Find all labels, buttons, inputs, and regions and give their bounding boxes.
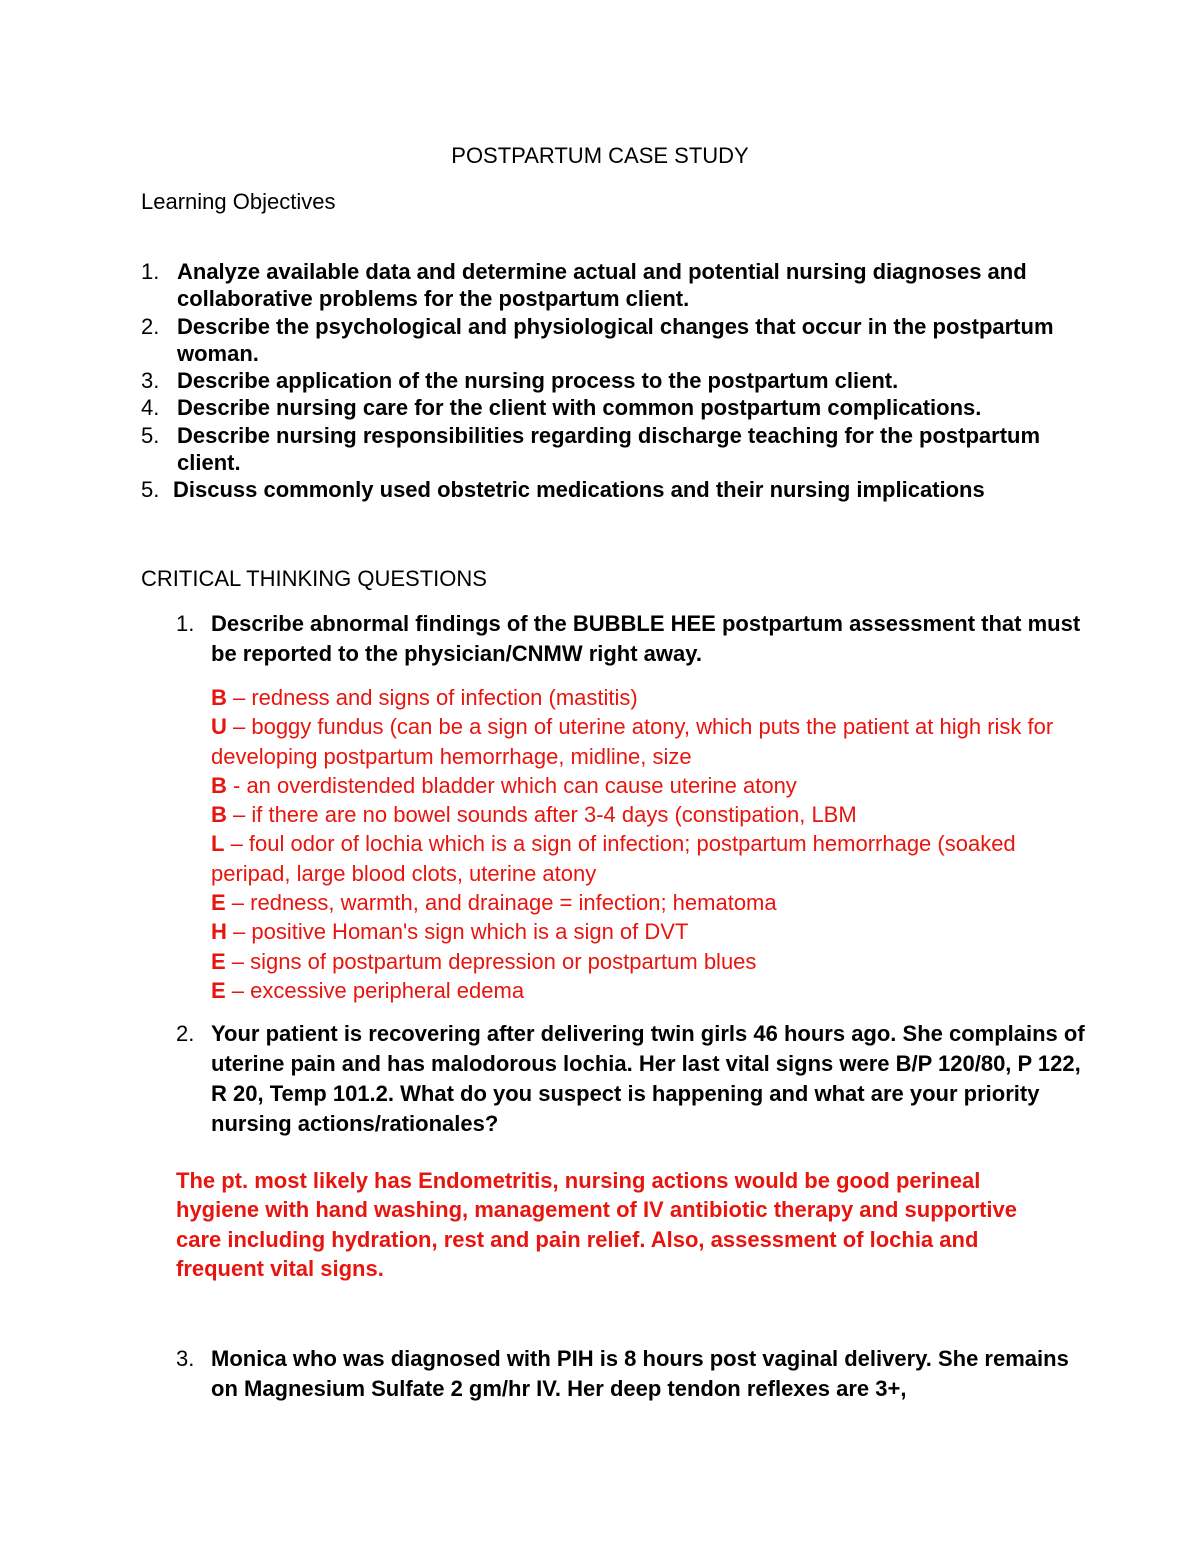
objective-text: Describe the psychological and physiological changes that occur in the postpartum woman. xyxy=(177,313,1054,366)
objective-number: 1. xyxy=(141,259,160,284)
question-1 xyxy=(176,609,1091,669)
answer-letter: U xyxy=(211,714,227,740)
objective-text: Discuss commonly used obstetric medications and their nursing implications xyxy=(173,477,985,503)
answer-letter: B xyxy=(211,772,227,798)
objective-number: 3. xyxy=(141,368,160,394)
answer-text: – redness and signs of infection (mastitis) xyxy=(226,685,638,710)
objectives-heading: Learning Objectives xyxy=(141,189,336,214)
question-number: 2. xyxy=(176,1021,195,1046)
objective-text: Describe application of the nursing process to the postpartum client. xyxy=(177,368,899,394)
critical-thinking-heading: CRITICAL THINKING QUESTIONS xyxy=(141,566,487,591)
question-text: Monica who was diagnosed with PIH is 8 hours post vaginal delivery. She remains on Magnesium Sulfate 2 gm/hr IV. Her deep tendon reflexes are 3+, xyxy=(211,1346,1069,1401)
answer-line xyxy=(211,947,1071,976)
answer-line xyxy=(211,976,1071,1005)
answer-line xyxy=(211,829,1071,888)
question-3 xyxy=(176,1344,1091,1404)
answer-line xyxy=(211,771,1071,800)
answer-text: – redness, warmth, and drainage = infection; hematoma xyxy=(225,890,777,916)
objective-number: 5. xyxy=(141,477,160,503)
objective-item xyxy=(141,476,1081,503)
answer-letter: B xyxy=(211,685,227,710)
objectives-list xyxy=(141,258,1081,504)
answer-text: – foul odor of lochia which is a sign of infection; postpartum hemorrhage (soaked peripad, large blood clots, uterine atony xyxy=(211,831,1016,886)
answer-text: – excessive peripheral edema xyxy=(225,977,525,1003)
question-number: 1. xyxy=(176,611,195,636)
question-2 xyxy=(176,1019,1091,1139)
objective-text: Analyze available data and determine actual and potential nursing diagnoses and collaborative problems for the postpartum client. xyxy=(177,259,1027,312)
answer-text: – boggy fundus (can be a sign of uterine atony, which puts the patient at high risk for developing postpartum hemorrhage, midline, size xyxy=(211,714,1054,769)
answer-letter: B xyxy=(211,802,227,828)
answer-letter: H xyxy=(211,919,227,945)
answer-line xyxy=(211,917,1071,946)
objective-text: Describe nursing responsibilities regarding discharge teaching for the postpartum client. xyxy=(177,422,1041,476)
objective-item xyxy=(141,258,1081,313)
answer-line xyxy=(211,800,1071,829)
answer-text: – if there are no bowel sounds after 3-4 days (constipation, LBM xyxy=(226,802,857,828)
answer-text: - an overdistended bladder which can cause uterine atony xyxy=(226,772,797,798)
answer-letter: E xyxy=(211,977,226,1003)
objective-item xyxy=(141,313,1081,368)
bubble-hee-answers xyxy=(211,683,1071,1005)
question-text: Your patient is recovering after delivering twin girls 46 hours ago. She complains of uterine pain and has malodorous lochia. Her last vital signs were B/P 120/80, P 122, R 20, Temp 101.2. What do you suspect is happening and what are your priority nursing actions/rationales? xyxy=(211,1021,1085,1136)
answer-letter: E xyxy=(211,948,226,974)
document-title: POSTPARTUM CASE STUDY xyxy=(451,143,749,168)
answer-line xyxy=(211,888,1071,917)
objective-text: Describe nursing care for the client with common postpartum complications. xyxy=(177,395,982,421)
question-2-answer: The pt. most likely has Endometritis, nursing actions would be good perineal hygiene with hand washing, management of IV antibiotic therapy and supportive care including hydration, rest and pain relief. Also, assessment of lochia and frequent vital signs. xyxy=(176,1168,1017,1281)
answer-line xyxy=(211,683,1071,712)
answer-text: – positive Homan's sign which is a sign of DVT xyxy=(226,919,689,945)
objective-item xyxy=(141,394,1081,421)
question-text: Describe abnormal findings of the BUBBLE HEE postpartum assessment that must be reported to the physician/CNMW right away. xyxy=(211,611,1081,666)
objective-number: 4. xyxy=(141,395,160,421)
objective-number: 2. xyxy=(141,313,160,339)
answer-text: – signs of postpartum depression or postpartum blues xyxy=(225,948,757,974)
objective-item xyxy=(141,367,1081,394)
objective-item xyxy=(141,422,1081,477)
question-number: 3. xyxy=(176,1346,195,1371)
answer-letter: L xyxy=(211,831,225,857)
objective-number: 5. xyxy=(141,422,160,448)
answer-letter: E xyxy=(211,890,226,916)
answer-line xyxy=(211,712,1071,771)
